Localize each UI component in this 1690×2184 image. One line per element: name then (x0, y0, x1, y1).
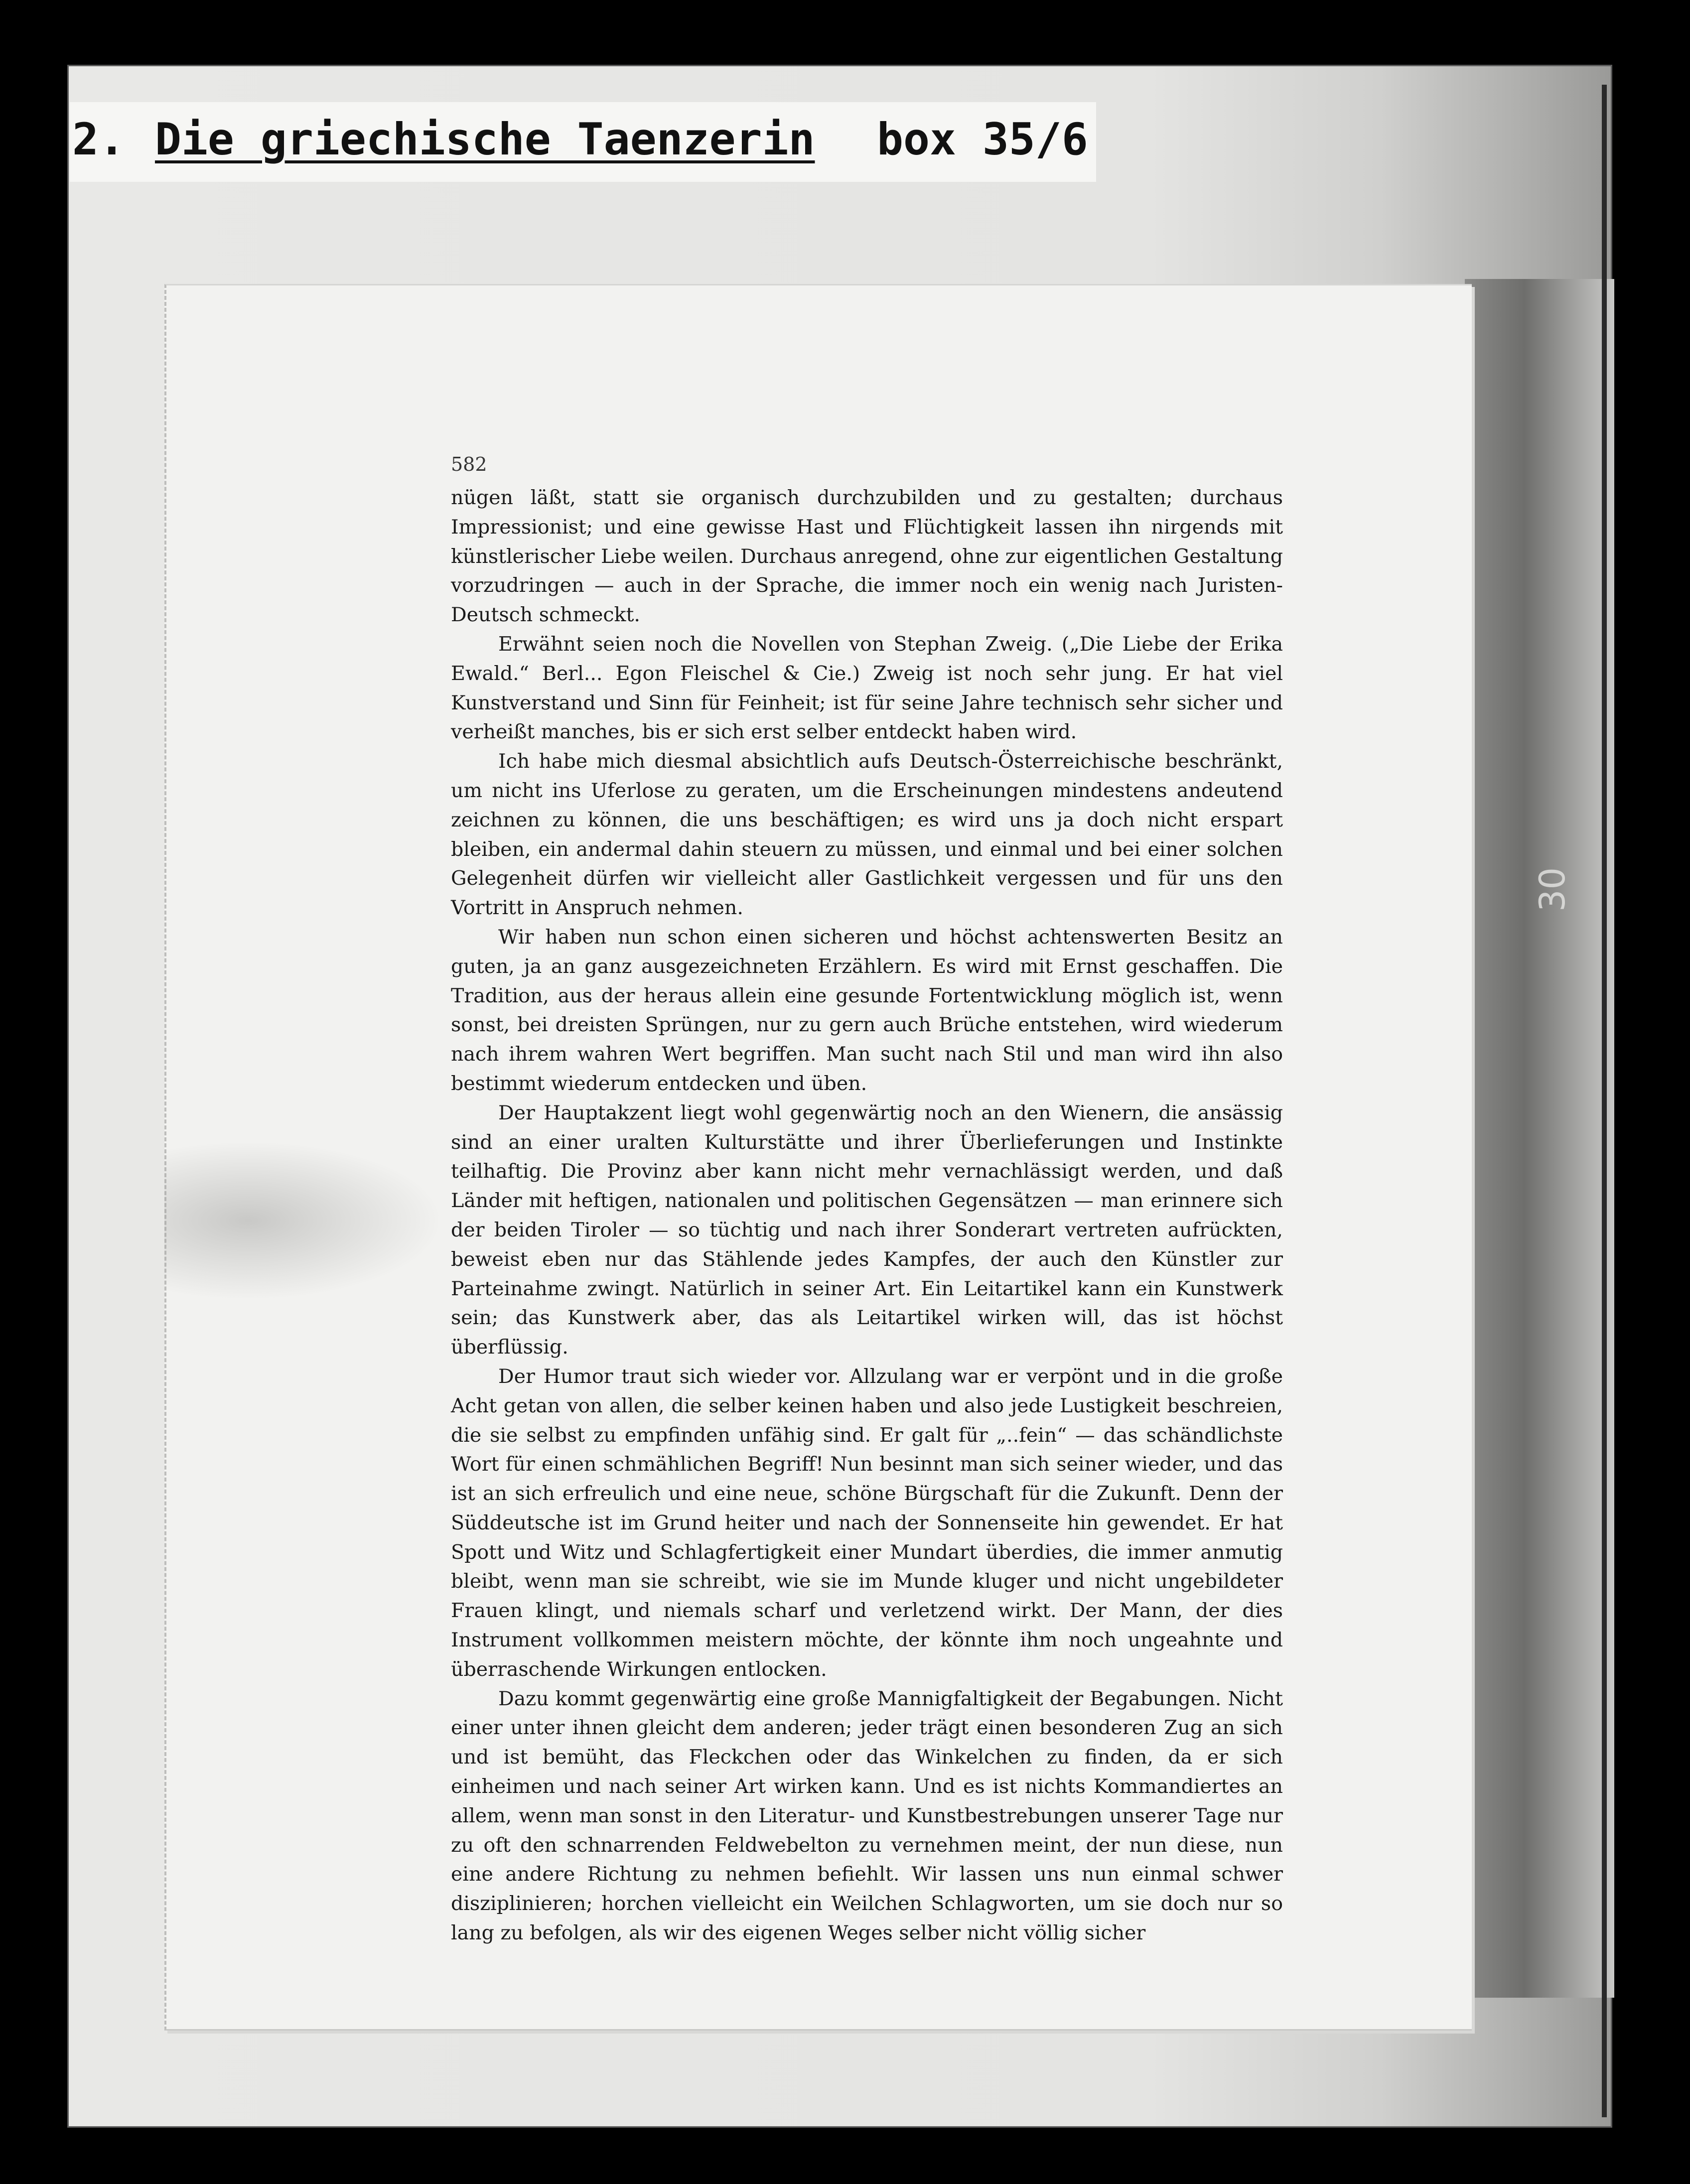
pencil-annotation: 30 (1532, 867, 1573, 912)
header-box-number: box 35/6 (877, 114, 1088, 165)
board-edge (1602, 85, 1607, 2117)
paragraph: Der Hauptakzent liegt wohl gegenwärtig noch an den Wienern, die ansässig sind an einer uralten Kulturstätte und ihrer Überlieferungen und Instinkte teilhaftig. Die Provinz aber kann nicht mehr vernachlässigt werden, und daß Länder mit heftigen, nationalen und politischen Gegensätzen — man erinnere sich der beiden Tiroler — so tüchtig und nach ihrer Sonderart vertreten aufrückten, beweist eben nur das Stählende jedes Kampfes, der auch den Künstler zur Parteinahme zwingt. Natürlich in seiner Art. Ein Leitartikel kann ein Kunstwerk sein; das Kunstwerk aber, das als Leitartikel wirken will, das ist höchst überflüssig. (451, 1101, 1283, 1359)
paragraph: Dazu kommt gegenwärtig eine große Mannigfaltigkeit der Begabungen. Nicht einer unter ihnen gleicht dem anderen; jeder trägt einen besonderen Zug an sich und ist bemüht, das Fleckchen oder das Winkelchen zu finden, da er sich einheimen und nach seiner Art wirken kann. Und es ist nichts Kommandiertes an allem, wenn man sonst in den Literatur- und Kunstbestrebungen unserer Tage nur zu oft den schnarrenden Feldwebelton zu vernehmen meint, der nun diese, nun eine andere Richtung zu nehmen befiehlt. Wir lassen uns nun einmal schwer disziplinieren; horchen vielleicht ein Weilchen Schlagworten, um sie doch nur so lang zu befolgen, als wir des eigenen Weges selber nicht völlig sicher (451, 1687, 1283, 1945)
board-shadow-strip (1465, 279, 1614, 1998)
article-text (451, 483, 1283, 1948)
page-fold-shadow (164, 1141, 443, 1300)
header-index: 2. (72, 114, 125, 165)
paragraph: Erwähnt seien noch die Novellen von Stephan Zweig. („Die Liebe der Erika Ewald.“ Berl... Egon Fleischel & Cie.) Zweig ist noch sehr jung. Er hat viel Kunstverstand und Sinn für Feinheit; ist für seine Jahre technisch sehr sicher und verheißt manches, bis er sich erst selber entdeckt haben wird. (451, 632, 1283, 744)
paragraph: Der Humor traut sich wieder vor. Allzulang war er verpönt und in die große Acht getan von allen, die selber keinen haben und also jede Lustigkeit beschreien, die sie selbst zu empfinden unfähig sind. Er galt für „..fein“ — das schändlichste Wort für einen schmählichen Begriff! Nun besinnt man sich seiner wieder, und das ist an sich erfreulich und eine neue, schöne Bürgschaft für die Zukunft. Denn der Süddeutsche ist im Grund heiter und nach der Sonnenseite hin gewendet. Er hat Spott und Witz und Schlagfertigkeit einer Mundart überdies, die immer anmutig bleibt, wenn man sie schreibt, wie sie im Munde kluger und nicht ungebildeter Frauen klingt, und niemals scharf und verletzend wirkt. Der Mann, der dies Instrument vollkommen meistern möchte, der könnte ihm noch ungeahnte und überraschende Wirkungen entlocken. (451, 1365, 1283, 1681)
page-number: 582 (451, 453, 487, 475)
header-title: Die griechische Taenzerin (154, 114, 815, 165)
paragraph: nügen läßt, statt sie organisch durchzubilden und zu gestalten; durchaus Impressionist; und eine gewisse Hast und Flüchtigkeit lassen ihn nirgends mit künstlerischer Liebe weilen. Durchaus anregend, ohne zur eigentlichen Gestaltung vorzudringen — auch in der Sprache, die immer noch ein wenig nach Juristen-Deutsch schmeckt. (451, 486, 1283, 627)
paragraph: Wir haben nun schon einen sicheren und höchst achtenswerten Besitz an guten, ja an ganz ausgezeichneten Erzählern. Es wird mit Ernst geschaffen. Die Tradition, aus der heraus allein eine gesunde Fortentwicklung möglich ist, wenn sonst, bei dreisten Sprüngen, nur zu gern auch Brüche entstehen, wird wiederum nach ihrem wahren Wert begriffen. Man sucht nach Stil und man wird ihn also bestimmt wiederum entdecken und üben. (451, 925, 1283, 1095)
folder-header (72, 110, 815, 169)
paragraph: Ich habe mich diesmal absichtlich aufs Deutsch-Österreichische beschränkt, um nicht ins Uferlose zu geraten, um die Erscheinungen mindestens andeutend zeichnen zu können, die uns beschäftigen; es wird uns ja doch nicht erspart bleiben, ein andermal dahin steuern zu müssen, und einmal und bei einer solchen Gelegenheit dürfen wir vielleicht aller Gastlichkeit vergessen und für uns den Vortritt in Anspruch nehmen. (451, 750, 1283, 920)
